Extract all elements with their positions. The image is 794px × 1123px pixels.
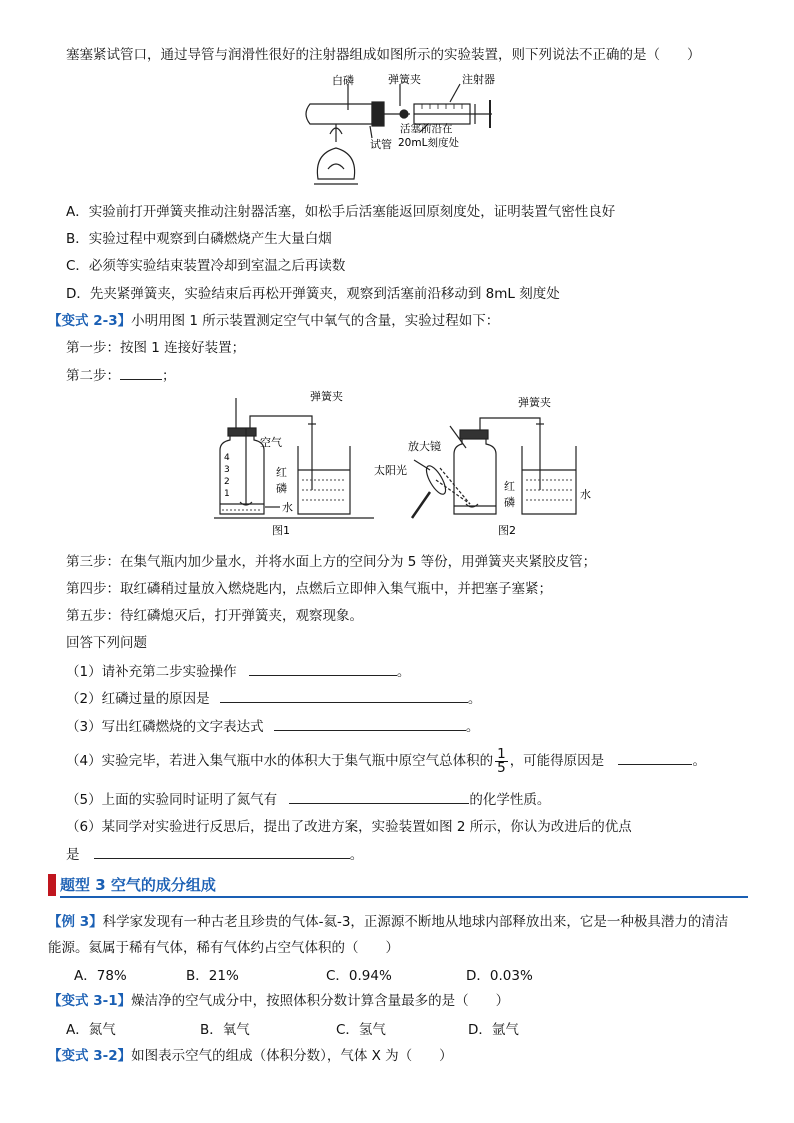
step-1: 第一步：按图 1 连接好装置； [66,340,246,356]
figure-1 [210,390,380,540]
example-3-options [74,966,533,986]
example-3-option-c: C．0.94% [326,968,392,984]
q1-answer-blank[interactable] [249,661,397,676]
fraction-numerator: 1 [497,745,506,762]
step-2-suffix: ； [162,368,176,384]
label-piston-2: 20mL刻度处 [398,137,459,149]
fig2-lens-label: 放大镜 [408,440,441,453]
heading-bar [48,874,56,896]
variant-3-1-stem [48,991,509,1011]
q6-period: 。 [349,847,364,863]
sub-question-2 [66,688,481,709]
section-3-title: 题型 3 空气的成分组成 [60,876,216,894]
step-2-blank [120,365,162,380]
sub-question-1 [66,661,410,682]
q2-period: 。 [467,691,482,707]
example-3-stem-a: 科学家发现有一种古老且珍贵的气体-氦-3，正源源不断地从地球内部释放出来，它是一种极具潜力的清洁 [102,914,729,930]
fraction-denominator: 5 [497,759,506,776]
label-white-phosphorus: 白磷 [332,74,354,87]
q6-answer-blank[interactable] [94,844,350,859]
example-3-option-d: D．0.03% [466,968,533,984]
stem-text: 小明用图 1 所示装置测定空气中氧气的含量，实验过程如下： [131,313,500,329]
fig1-red-label-1: 红 [276,466,287,479]
q2-answer-blank[interactable] [220,688,468,703]
fig2-caption: 图2 [498,524,516,537]
q4-answer-blank[interactable] [618,750,692,765]
variant-2-3-stem [48,311,499,331]
variant-3-1-option-c: C．氢气 [336,1022,386,1038]
fig1-caption: 图1 [272,524,290,537]
variant-3-1-tag: 【变式 3-1】 [48,993,132,1009]
q5-text-a: （5）上面的实验同时证明了氮气有 [66,792,278,808]
label-piston-1: 活塞前沿在 [400,123,453,135]
example-3-option-b: B．21% [186,968,239,984]
variant-3-2-tag: 【变式 3-2】 [48,1048,132,1064]
step-2 [66,365,176,386]
example-3-stem [48,912,728,932]
step-3: 第三步：在集气瓶内加少量水，并将水面上方的空间分为 5 等份，用弹簧夹夹紧胶皮管； [66,554,597,570]
q6-text-b: 是 [66,847,80,863]
q3-text: （3）写出红磷燃烧的文字表达式 [66,719,264,735]
sub-question-6-cont [66,844,363,865]
fig1-air-label: 空气 [260,436,282,449]
variant-3-1-option-b: B．氧气 [200,1022,250,1038]
fig2-clamp-label: 弹簧夹 [518,396,551,409]
fig2-red-label-1: 红 [504,480,515,493]
label-syringe: 注射器 [462,73,495,86]
sub-question-5 [66,789,550,810]
variant-3-1-option-a: A．氮气 [66,1022,116,1038]
variant-3-1-text: 燥洁净的空气成分中，按照体积分数计算含量最多的是（ ） [131,993,510,1009]
example-3-stem-b: 能源。氦属于稀有气体，稀有气体约占空气体积的（ ） [48,940,399,956]
q5-text-b: 的化学性质。 [469,792,551,808]
option-b: B．实验过程中观察到白磷燃烧产生大量白烟 [66,231,332,247]
variant-3-1-options [66,1020,519,1040]
step-4: 第四步：取红磷稍过量放入燃烧匙内，点燃后立即伸入集气瓶中，并把塞子塞紧； [66,581,552,597]
fig1-mark-2: 2 [224,477,230,487]
fig2-red-label-2: 磷 [504,496,515,509]
q4-text-b: ，可能得原因是 [509,753,605,769]
option-d: D．先夹紧弹簧夹，实验结束后再松开弹簧夹，观察到活塞前沿移动到 8mL 刻度处 [66,286,560,302]
label-clamp: 弹簧夹 [388,73,421,86]
example-3-tag: 【例 3】 [48,914,103,930]
sub-question-3 [66,716,479,737]
option-a: A．实验前打开弹簧夹推动注射器活塞，如松手后活塞能返回原刻度处，证明装置气密性良好 [66,204,616,220]
heading-rule [60,896,748,898]
q3-period: 。 [465,719,480,735]
label-test-tube: 试管 [370,138,392,151]
variant-3-1-option-d: D．氩气 [468,1022,519,1038]
fig1-clamp-label: 弹簧夹 [310,390,343,403]
q1-period: 。 [396,664,411,680]
question-intro: 塞塞紧试管口，通过导管与润滑性很好的注射器组成如图所示的实验装置，则下列说法不正确的是（ ） [66,47,701,63]
answer-prompt: 回答下列问题 [66,635,147,651]
q4-text-a: （4）实验完毕，若进入集气瓶中水的体积大于集气瓶中原空气总体积的 [66,753,494,769]
q1-text: （1）请补充第二步实验操作 [66,664,237,680]
example-3-option-a: A．78% [74,968,127,984]
q2-text: （2）红磷过量的原因是 [66,691,210,707]
fraction-one-fifth [495,745,508,776]
variant-3-2-stem [48,1046,453,1066]
figure-2 [374,390,600,540]
syringe-apparatus-figure [300,74,510,192]
step-2-prefix: 第二步： [66,368,120,384]
q3-answer-blank[interactable] [274,716,466,731]
section-3-heading [48,872,748,898]
step-5: 第五步：待红磷熄灭后，打开弹簧夹，观察现象。 [66,608,363,624]
fig2-sun-label: 太阳光 [374,464,407,477]
variant-tag: 【变式 2-3】 [48,313,132,329]
fig1-mark-3: 3 [224,465,230,475]
sub-question-6: （6）某同学对实验进行反思后，提出了改进方案，实验装置如图 2 所示，你认为改进后的优点 [66,819,632,835]
option-c: C．必须等实验结束装置冷却到室温之后再读数 [66,258,346,274]
variant-3-2-text: 如图表示空气的组成（体积分数），气体 X 为（ ） [131,1048,453,1064]
fig1-mark-4: 4 [224,453,230,463]
fig1-water-label: 水 [282,501,293,514]
sub-question-4 [66,746,706,776]
q4-period: 。 [692,753,706,769]
fig1-red-label-2: 磷 [276,482,287,495]
q5-answer-blank[interactable] [289,789,469,804]
fig1-mark-1: 1 [224,489,230,499]
fig2-water-label: 水 [580,488,591,501]
